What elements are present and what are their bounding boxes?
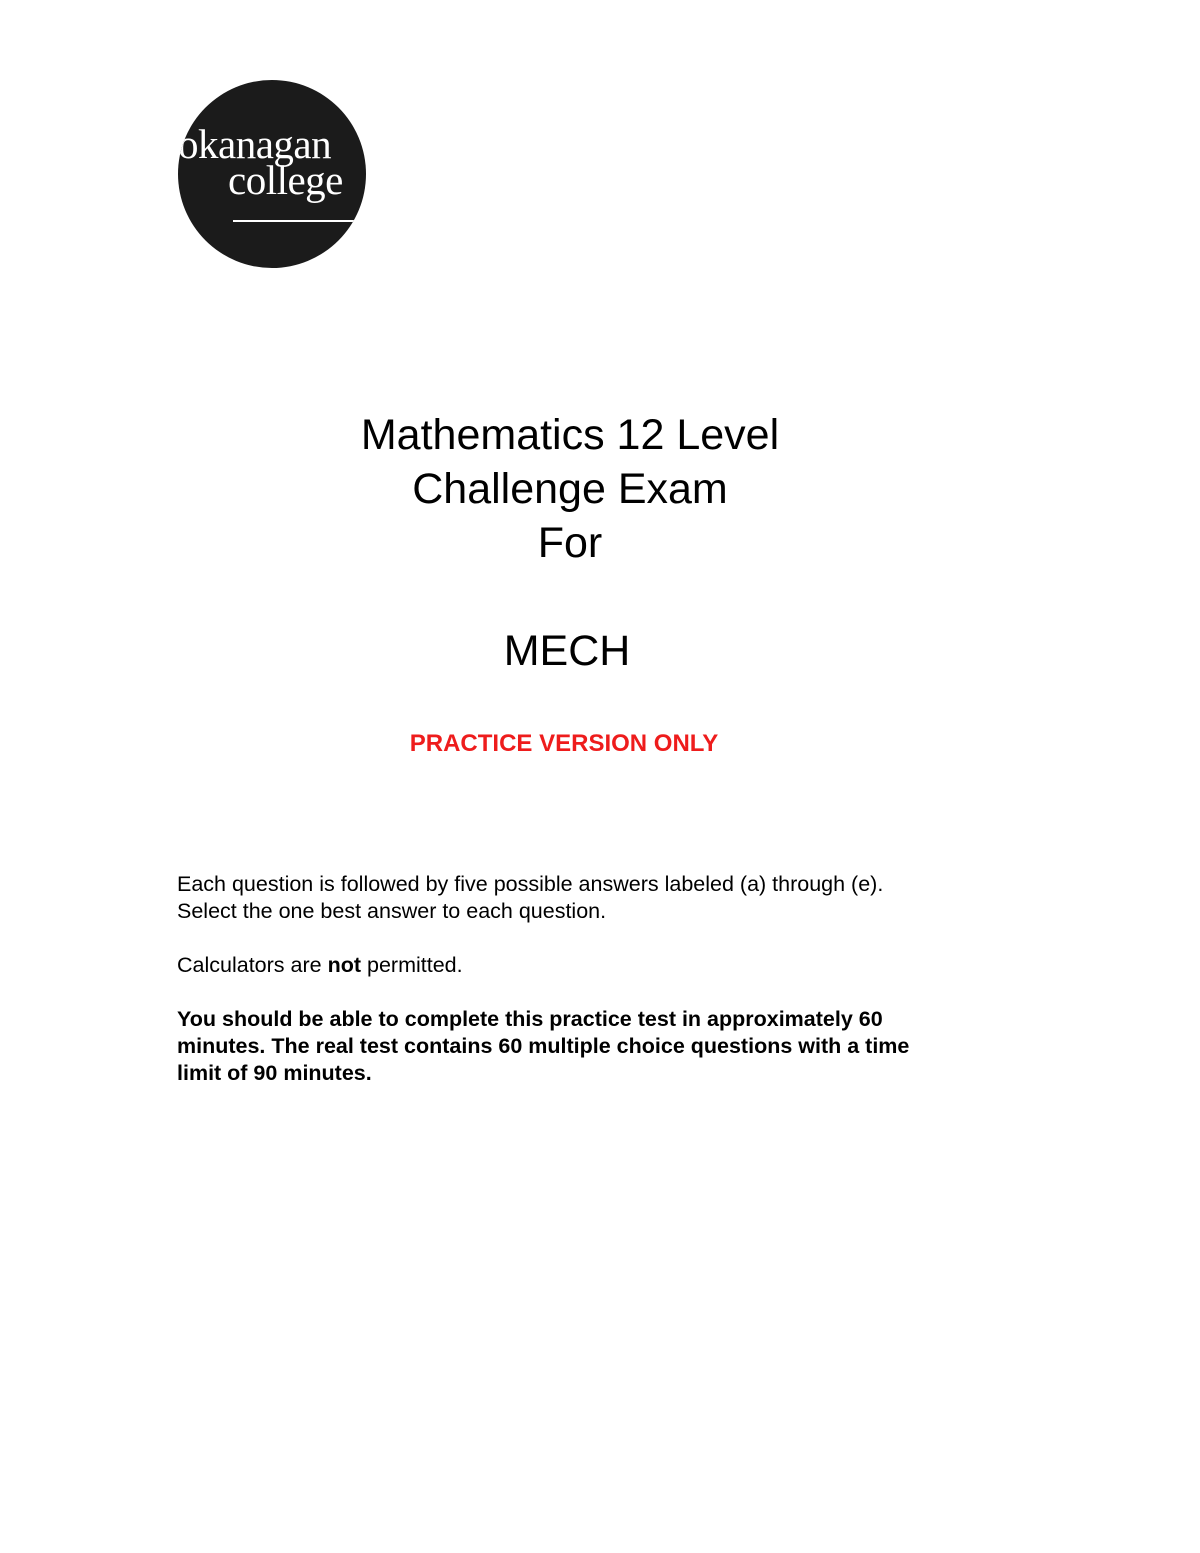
title-line-1: Mathematics 12 Level (360, 411, 780, 459)
college-logo (178, 80, 366, 268)
calculator-rule-emphasis: not (327, 953, 362, 977)
calculator-rule (177, 952, 1027, 979)
logo-text-okanagan: okanagan (178, 121, 332, 167)
calculator-rule-start: Calculators are (177, 953, 328, 977)
practice-notice: PRACTICE VERSION ONLY (409, 730, 719, 757)
calculator-rule-end: permitted. (361, 953, 463, 977)
logo-rule (233, 220, 366, 222)
time-note-line: minutes. The real test contains 60 multiple choice questions with a time (177, 1034, 910, 1058)
exam-title (0, 408, 1140, 570)
title-line-2: Challenge Exam (412, 465, 728, 513)
time-note-line: limit of 90 minutes. (177, 1061, 372, 1085)
logo-text-college: college (228, 157, 343, 203)
instructions (177, 871, 1027, 1087)
program-name: MECH (503, 627, 631, 675)
time-note-line: You should be able to complete this practice test in approximately 60 (177, 1007, 883, 1031)
title-line-3: For (537, 519, 603, 567)
instruction-line: Each question is followed by five possible answers labeled (a) through (e). (177, 872, 884, 896)
instruction-line: Select the one best answer to each question. (177, 899, 607, 923)
